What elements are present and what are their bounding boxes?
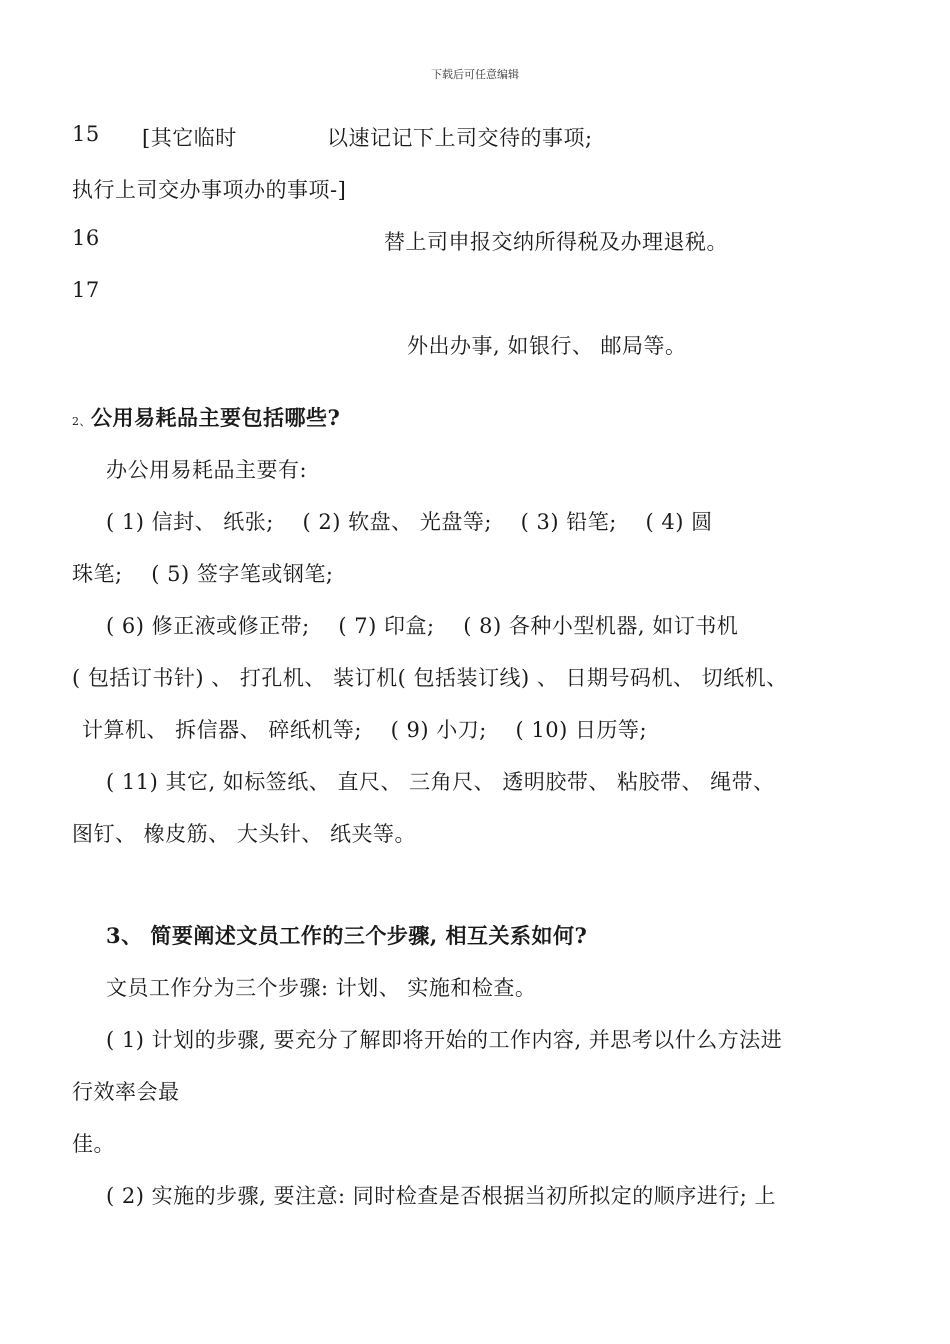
section-3-para1-line1: ( 1) 计划的步骤, 要充分了解即将开始的工作内容, 并思考以什么方法进 <box>106 1028 783 1052</box>
section-3-para1-line3: 佳。 <box>72 1132 115 1156</box>
section-2-title: 公用易耗品主要包括哪些? <box>91 405 341 430</box>
item-number-17: 17 <box>72 278 100 302</box>
section-2-para1-line1: ( 1) 信封、 纸张; ( 2) 软盘、 光盘等; ( 3) 铅笔; ( 4) 圆 <box>106 510 713 534</box>
section-2-para2-line3: 计算机、 拆信器、 碎纸机等; ( 9) 小刀; ( 10) 日历等; <box>82 718 648 742</box>
section-2-para3-line1: ( 11) 其它, 如标签纸、 直尺、 三角尺、 透明胶带、 粘胶带、 绳带、 <box>106 770 775 794</box>
section-3-intro: 文员工作分为三个步骤: 计划、 实施和检查。 <box>106 976 537 1000</box>
section-2-heading <box>72 402 340 432</box>
section-3-para1-line2: 行效率会最 <box>72 1080 180 1104</box>
item-15-label: [其它临时 <box>142 126 237 150</box>
item-number-16: 16 <box>72 226 100 250</box>
item-number-15: 15 <box>72 122 100 146</box>
section-2-separator: 、 <box>79 415 91 428</box>
item-17-text: 外出办事, 如银行、 邮局等。 <box>407 334 687 358</box>
section-3-heading: 3、 简要阐述文员工作的三个步骤, 相互关系如何? <box>106 923 588 948</box>
section-2-intro: 办公用易耗品主要有: <box>106 458 308 482</box>
section-2-para2-line2: ( 包括订书针) 、 打孔机、 装订机( 包括装订线) 、 日期号码机、 切纸机、 <box>72 666 788 690</box>
section-2-number: 2 <box>72 415 80 428</box>
section-3-para2-line1: ( 2) 实施的步骤, 要注意: 同时检查是否根据当初所拟定的顺序进行; 上 <box>106 1184 776 1208</box>
section-2-para2-line1: ( 6) 修正液或修正带; ( 7) 印盒; ( 8) 各种小型机器, 如订书机 <box>106 614 739 638</box>
item-16-text: 替上司申报交纳所得税及办理退税。 <box>384 230 728 254</box>
item-15-text: 以速记记下上司交待的事项; <box>327 126 593 150</box>
item-15-continuation: 执行上司交办事项办的事项-] <box>72 178 347 202</box>
section-2-para1-line2: 珠笔; ( 5) 签字笔或钢笔; <box>72 562 334 586</box>
page-header: 下载后可任意编辑 <box>431 68 519 81</box>
section-2-para3-line2: 图钉、 橡皮筋、 大头针、 纸夹等。 <box>72 822 417 846</box>
